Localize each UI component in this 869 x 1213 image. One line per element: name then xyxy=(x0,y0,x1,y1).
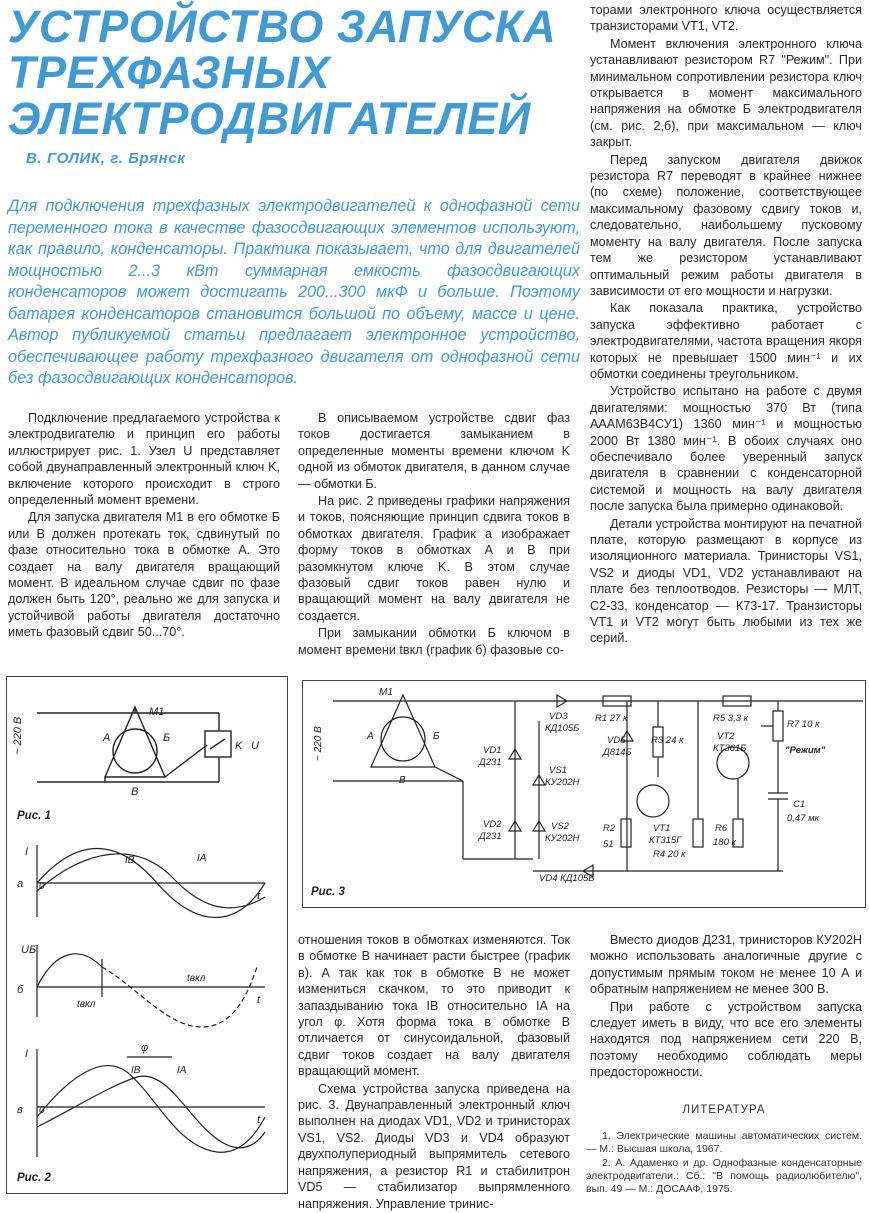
fig3-r2-val: 51 xyxy=(603,839,614,850)
fig1-voltage-label: ~ 220 В xyxy=(12,716,24,755)
title-line-3: ЭЛЕКТРОДВИГАТЕЛЕЙ xyxy=(8,93,531,144)
fig2b-tvkl-2: tвкл xyxy=(187,973,206,984)
figure-3-schematic xyxy=(303,681,865,907)
paragraph: На рис. 2 приведены графики напряжения и токов, поясняющие принцип сдвига токов в обмотках двигателя. График а изображает форму токов в обмотках А и В при разомкнутом ключе K. В этом случае фазовый сдвиг токов равен нулю и вращающий момент на валу двигателя не создается. xyxy=(298,494,570,623)
fig2b-t: t xyxy=(257,994,261,1006)
fig3-vd1: VD1 xyxy=(483,745,502,756)
fig3-vs2: VS2 xyxy=(551,821,569,832)
lead-paragraph: Для подключения трехфазных электродвигателей к однофазной сети переменного тока в качестве фазосдвигающих элементов используют, как правило, конденсаторы. Практика показывает, что для двигателей мощностью 2...3 кВт суммарная емкость фазосдвигающих конденсаторов может достигать 200...300 мкФ и больше. Поэтому батарея конденсаторов становится большой по объему, массе и цене. Автор публикуемой статьи предлагает электронное устройство, обеспечивающее работу трехфазного двигателя от однофазной сети без фазосдвигающих конденсаторов. xyxy=(8,197,580,387)
fig3-r6-val: 180 к xyxy=(713,837,736,848)
fig2a-zero: 0 xyxy=(39,881,45,892)
fig1-winding-b: Б xyxy=(163,732,171,744)
fig3-vd2-type: Д231 xyxy=(479,831,502,842)
text-column-3-bottom xyxy=(590,932,862,1082)
fig2b-tvkl: tвкл xyxy=(77,999,96,1010)
fig3-vd5: VD5 xyxy=(607,735,626,746)
fig2c-zero: 0 xyxy=(39,1105,45,1116)
fig3-r5: R5 3,3 к xyxy=(713,713,749,724)
fig3-vt2: VT2 xyxy=(717,731,735,742)
title-line-2: ТРЕХФАЗНЫХ xyxy=(8,47,331,98)
fig3-vt1-type: КТ315Г xyxy=(649,835,682,846)
fig3-a: А xyxy=(367,731,374,742)
fig2a-ia-label: IA xyxy=(197,853,207,864)
fig3-vd3: VD3 xyxy=(549,711,568,722)
fig2b-label: б xyxy=(17,984,24,996)
fig2a-i-axis: I xyxy=(25,846,29,858)
paragraph: Перед запуском двигателя движок резистора R7 переводят в крайнее нижнее (по схеме) положение, соответствующее максимальному фазовому сдвигу токов и, следовательно, наибольшему пусковому моменту на валу двигателя. После запуска тем же резистором устанавливают оптимальный режим работы двигателя в зависимости от его мощности и нагрузки. xyxy=(590,152,862,298)
fig3-r2: R2 xyxy=(603,823,616,834)
paragraph: Момент включения электронного ключа устанавливают резистором R7 "Режим". При минимальном сопротивлении резистора ключ открывается в момент максимального напряжения на обмотке Б электродвигателя (см. рис. 2,б), при максимальном — ключ закрыт. xyxy=(590,36,862,150)
fig1-key-label: K xyxy=(235,740,243,752)
paragraph: Как показала практика, устройство запуска эффективно работает с электродвигателями, частота вращения якоря которых не превышает 1500 мин⁻¹ и их обмотки соединены треугольником. xyxy=(590,301,862,381)
fig3-r7: R7 10 к xyxy=(787,719,820,730)
fig2a-label: а xyxy=(17,878,24,890)
fig3-vd3-type: КД105Б xyxy=(545,723,580,734)
fig2a-ib-label: IB xyxy=(125,855,135,866)
figure-3-frame xyxy=(302,680,866,908)
fig2c-ib-label: IB xyxy=(131,1065,141,1076)
fig3-caption: Рис. 3 xyxy=(311,886,345,898)
fig3-rezhim: "Режим" xyxy=(785,745,826,756)
title-line-1: УСТРОЙСТВО ЗАПУСКА xyxy=(8,1,557,52)
fig3-c1-val: 0,47 мк xyxy=(787,813,820,824)
literature-item: 1. Электрические машины автоматических систем. — М.: Высшая школа, 1967. xyxy=(586,1130,862,1155)
figure-1-2-frame xyxy=(6,676,288,1194)
fig2a-t: t xyxy=(257,890,261,902)
fig3-r3: R3 24 к xyxy=(651,735,684,746)
paragraph: Для запуска двигателя M1 в его обмотке Б или В должен протекать ток, сдвинутый по фазе относительно тока в обмотке А. Это создает на валу двигателя вращающий момент. В идеальном случае сдвиг по фазе должен быть 120°, реально же для запуска и устойчивой работы двигателя достаточно иметь фазовый сдвиг 50...70°. xyxy=(8,510,280,640)
fig2c-i-axis: I xyxy=(25,1048,29,1060)
fig2-caption: Рис. 2 xyxy=(17,1172,51,1184)
paragraph: В описываемом устройстве сдвиг фаз токов достигается замыканием в определенные моменты времени ключом K одной из обмоток двигателя, в данном случае — обмотки Б. xyxy=(298,411,570,491)
literature-list xyxy=(586,1130,862,1197)
author-byline: В. ГОЛИК, г. Брянск xyxy=(26,150,186,167)
paragraph: Подключение предлагаемого устройства к электродвигателю и принцип его работы иллюстрирует рис. 1. Узел U представляет собой двунаправленный электронный ключ K, включение которого происходит в строго определенный момент времени. xyxy=(8,411,280,508)
fig1-unit-label: U xyxy=(251,740,259,752)
fig3-vs1: VS1 xyxy=(549,765,567,776)
fig3-r6: R6 xyxy=(715,823,728,834)
fig2c-phi: φ xyxy=(141,1042,149,1054)
literature-item: 2. А. Адаменко и др. Однофазные конденсаторные электродвигатели.: Сб.: "В помощь радиолюбителю", вып. 49 — М.: ДОСААФ, 1975. xyxy=(586,1157,862,1195)
fig3-vt1: VT1 xyxy=(653,823,671,834)
fig3-b: Б xyxy=(433,731,440,742)
fig1-winding-a: А xyxy=(103,732,111,744)
fig1-caption: Рис. 1 xyxy=(17,810,51,822)
fig3-r1: R1 27 к xyxy=(595,713,628,724)
fig3-voltage: ~ 220 В xyxy=(313,726,324,761)
paragraph: торами электронного ключа осуществляется транзисторами VT1, VT2. xyxy=(590,3,862,34)
paragraph: Вместо диодов Д231, тринисторов КУ202Н можно использовать аналогичные другие с допустимым прямым током не менее 10 А и обратным напряжением не менее 300 В. xyxy=(590,933,862,997)
fig2c-t: t xyxy=(257,1114,261,1126)
fig2b-ub-axis: UБ xyxy=(21,944,37,956)
paragraph: Схема устройства запуска приведена на рис. 3. Двунаправленный электронный ключ выполнен на диодах VD1, VD2 и тринисторах VS1, VS2. Диоды VD3 и VD4 образуют двухполупериодный выпрямитель сетевого напряжения, а резистор R1 и стабилитрон VD5 — стабилизатор выпрямленного напряжения. Управление тринис- xyxy=(298,1081,570,1211)
text-column-3 xyxy=(590,2,862,648)
fig3-vd5-type: Д814Б xyxy=(603,747,632,758)
paragraph: Устройство испытано на работе с двумя двигателями: мощностью 370 Вт (типа АААМ63В4СУ1) 1360 мин⁻¹ и мощностью 2000 Вт 1380 мин⁻¹. В обоих случаях оно обеспечивало более уверенный запуск двигателя в сравнении с конденсаторной системой и мощность на валу двигателя после запуска была примерно одинаковой. xyxy=(590,384,862,514)
fig3-c1: C1 xyxy=(793,799,806,810)
figure-1-2-drawing xyxy=(7,677,287,1193)
text-column-2-bottom xyxy=(298,932,570,1213)
paragraph: отношения токов в обмотках изменяются. Ток в обмотке В начинает расти быстрее (график в). А так как ток в обмотке В не может измениться скачком, то это приводит к запаздыванию тока IB относительно IA на угол φ. Хотя форма тока в обмотке В отличается от синусоидальной, фазовый сдвиг токов создает на валу двигателя вращающий момент. xyxy=(298,933,570,1079)
fig3-vd4: VD4 КД105Б xyxy=(539,873,595,884)
fig3-vt2-type: КТ361Б xyxy=(713,743,747,754)
fig3-vd2: VD2 xyxy=(483,819,502,830)
fig3-motor: М1 xyxy=(379,687,393,698)
paragraph: При замыкании обмотки Б ключом в момент времени tвкл (график б) фазовые со- xyxy=(298,626,570,657)
paragraph: Детали устройства монтируют на печатной плате, которую размещают в корпусе из изоляционного материала. Тринисторы VS1, VS2 и диоды VD1, VD2 устанавливают на плате без теплоотводов. Резисторы — МЛТ, С2-33, конденсатор — К73-17. Транзисторы VT1 и VT2 могут быть любыми из тех же серий. xyxy=(590,516,862,646)
fig1-motor-label: М1 xyxy=(149,706,165,718)
fig3-vs1-type: КУ202Н xyxy=(545,777,580,788)
paragraph: При работе с устройством запуска следует иметь в виду, что все его элементы находятся под напряжением сети 220 В, поэтому необходимо соблюдать меры предосторожности. xyxy=(590,999,862,1080)
text-column-1 xyxy=(8,410,280,642)
literature-heading: ЛИТЕРАТУРА xyxy=(682,1104,766,1116)
fig2c-label: в xyxy=(17,1104,23,1116)
article-title xyxy=(8,1,598,144)
text-column-2 xyxy=(298,410,570,659)
fig3-vd1-type: Д231 xyxy=(479,757,502,768)
fig3-r4: R4 20 к xyxy=(653,849,686,860)
fig3-vs2-type: КУ202Н xyxy=(545,833,580,844)
fig3-v: В xyxy=(399,775,406,786)
fig2c-ia-label: IA xyxy=(177,1065,187,1076)
fig1-winding-v: В xyxy=(131,786,139,798)
